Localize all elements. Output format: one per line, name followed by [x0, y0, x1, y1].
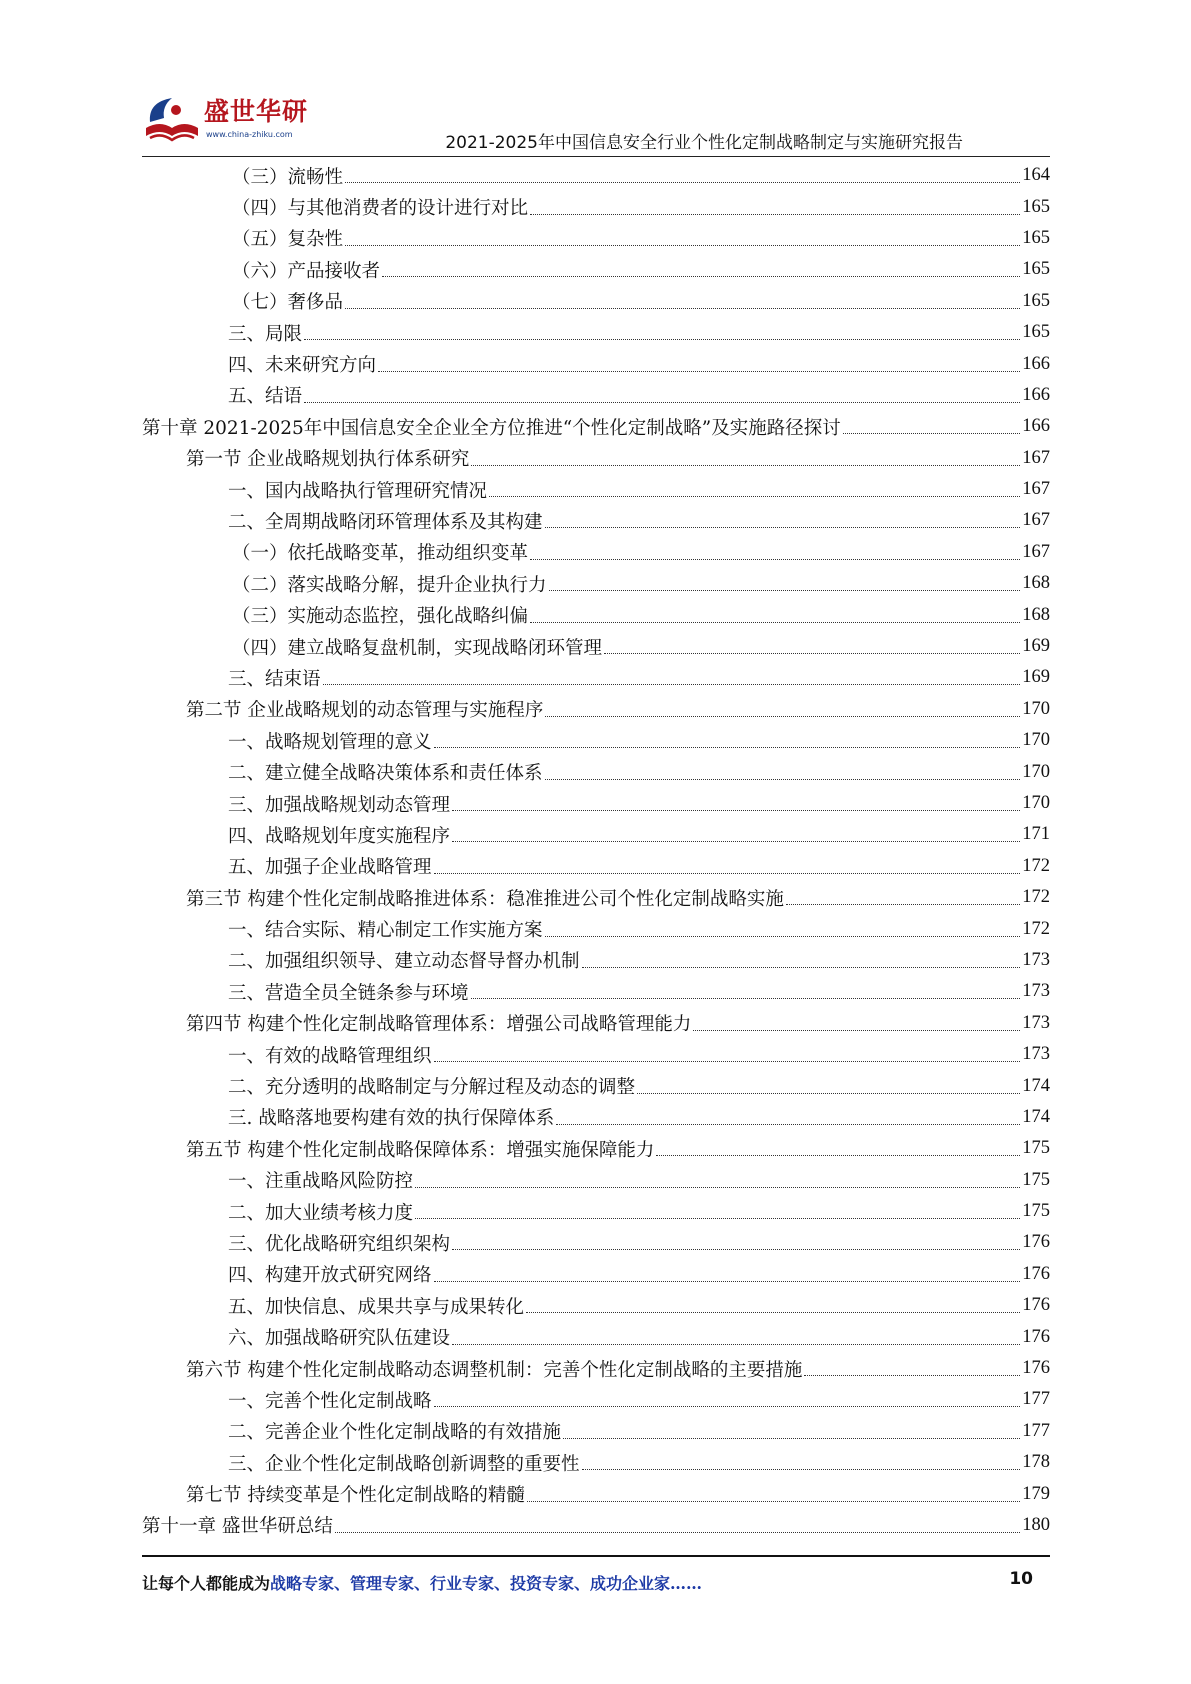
toc-entry-page: 171	[1022, 824, 1050, 845]
toc-leader-dots	[530, 214, 1020, 215]
toc-entry-title: 三. 战略落地要构建有效的执行保障体系	[228, 1108, 555, 1130]
report-title: 2021-2025年中国信息安全行业个性化定制战略制定与实施研究报告	[445, 133, 963, 153]
toc-entry-title: 二、全周期战略闭环管理体系及其构建	[228, 511, 543, 533]
toc-entry[interactable]	[142, 160, 1050, 191]
toc-entry-page: 166	[1022, 384, 1050, 405]
toc-entry[interactable]	[142, 599, 1050, 630]
toc-entry-page: 176	[1022, 1326, 1050, 1347]
toc-entry-page: 165	[1022, 322, 1050, 343]
toc-entry-page: 172	[1022, 855, 1050, 876]
toc-entry[interactable]	[142, 756, 1050, 787]
toc-entry-page: 170	[1022, 761, 1050, 782]
toc-leader-dots	[345, 245, 1020, 246]
toc-leader-dots	[452, 810, 1020, 811]
toc-entry[interactable]	[142, 348, 1050, 379]
toc-entry-title: 五、加快信息、成果共享与成果转化	[228, 1296, 525, 1318]
toc-entry-title: 第六节 构建个性化定制战略动态调整机制：完善个性化定制战略的主要措施	[186, 1359, 803, 1381]
toc-entry[interactable]	[142, 1447, 1050, 1478]
toc-entry-page: 175	[1022, 1138, 1050, 1159]
toc-leader-dots	[434, 1061, 1021, 1062]
toc-entry[interactable]	[142, 1196, 1050, 1227]
toc-entry-title: （二）落实战略分解，提升企业执行力	[232, 574, 547, 596]
toc-leader-dots	[530, 559, 1020, 560]
toc-entry-page: 167	[1022, 447, 1050, 468]
toc-entry-title: （六）产品接收者	[232, 260, 381, 282]
toc-entry-title: 三、优化战略研究组织架构	[228, 1233, 451, 1255]
toc-entry-title: （三）流畅性	[232, 166, 344, 188]
toc-entry[interactable]	[142, 1321, 1050, 1352]
toc-entry[interactable]	[142, 1353, 1050, 1384]
toc-entry[interactable]	[142, 191, 1050, 222]
toc-entry-page: 176	[1022, 1295, 1050, 1316]
toc-leader-dots	[693, 1030, 1020, 1031]
toc-entry-title: （四）建立战略复盘机制，实现战略闭环管理	[232, 637, 603, 659]
toc-entry-page: 175	[1022, 1201, 1050, 1222]
toc-entry-title: 五、结语	[228, 386, 303, 408]
toc-entry-page: 172	[1022, 918, 1050, 939]
toc-entry[interactable]	[142, 1070, 1050, 1101]
toc-leader-dots	[526, 1312, 1020, 1313]
toc-entry[interactable]	[142, 223, 1050, 254]
toc-entry[interactable]	[142, 882, 1050, 913]
toc-entry-title: 第四节 构建个性化定制战略管理体系：增强公司战略管理能力	[186, 1014, 692, 1036]
toc-entry[interactable]	[142, 1165, 1050, 1196]
toc-entry-page: 173	[1022, 949, 1050, 970]
toc-entry-page: 169	[1022, 667, 1050, 688]
toc-entry-title: 二、加大业绩考核力度	[228, 1202, 414, 1224]
toc-entry-page: 170	[1022, 698, 1050, 719]
toc-leader-dots	[434, 1406, 1021, 1407]
toc-entry-title: 第一节 企业战略规划执行体系研究	[186, 449, 470, 471]
toc-entry-page: 176	[1022, 1358, 1050, 1379]
toc-leader-dots	[545, 779, 1021, 780]
toc-leader-dots	[304, 402, 1020, 403]
toc-leader-dots	[604, 653, 1020, 654]
toc-entry-title: 第十章 2021-2025年中国信息安全企业全方位推进“个性化定制战略”及实施路径探讨	[142, 417, 841, 439]
toc-leader-dots	[434, 1281, 1021, 1282]
toc-entry[interactable]	[142, 819, 1050, 850]
toc-entry-title: （五）复杂性	[232, 229, 344, 251]
toc-entry-page: 167	[1022, 479, 1050, 500]
toc-leader-dots	[656, 1155, 1020, 1156]
toc-entry-page: 178	[1022, 1452, 1050, 1473]
toc-entry[interactable]	[142, 725, 1050, 756]
toc-leader-dots	[527, 1501, 1020, 1502]
toc-entry-title: 第七节 持续变革是个性化定制战略的精髓	[186, 1485, 525, 1507]
toc-entry-page: 166	[1022, 416, 1050, 437]
toc-entry-page: 170	[1022, 730, 1050, 751]
toc-entry-title: 第三节 构建个性化定制战略推进体系：稳准推进公司个性化定制战略实施	[186, 888, 784, 910]
toc-entry-title: 第二节 企业战略规划的动态管理与实施程序	[186, 700, 544, 722]
toc-leader-dots	[471, 465, 1020, 466]
toc-leader-dots	[452, 1249, 1020, 1250]
toc-entry-title: 六、加强战略研究队伍建设	[228, 1328, 451, 1350]
toc-entry-title: 三、加强战略规划动态管理	[228, 794, 451, 816]
toc-leader-dots	[637, 1093, 1020, 1094]
toc-entry-title: 五、加强子企业战略管理	[228, 857, 432, 879]
toc-entry-page: 174	[1022, 1106, 1050, 1127]
toc-leader-dots	[471, 998, 1021, 999]
toc-entry[interactable]	[142, 474, 1050, 505]
toc-entry[interactable]	[142, 317, 1050, 348]
logo-url: www.china-zhiku.com	[206, 130, 293, 139]
toc-entry-title: 一、有效的战略管理组织	[228, 1045, 432, 1067]
slogan-highlight: 战略专家、管理专家、行业专家、投资专家、成功企业家……	[270, 1574, 703, 1593]
toc-entry-title: 三、营造全员全链条参与环境	[228, 982, 469, 1004]
table-of-contents	[142, 160, 1050, 1541]
toc-leader-dots	[378, 371, 1020, 372]
toc-entry[interactable]	[142, 1290, 1050, 1321]
toc-entry[interactable]	[142, 631, 1050, 662]
toc-entry[interactable]	[142, 505, 1050, 536]
toc-entry-page: 177	[1022, 1420, 1050, 1441]
toc-leader-dots	[434, 873, 1021, 874]
toc-leader-dots	[582, 967, 1021, 968]
toc-entry-page: 166	[1022, 353, 1050, 374]
toc-entry[interactable]	[142, 1416, 1050, 1447]
toc-entry-title: 三、企业个性化定制战略创新调整的重要性	[228, 1453, 580, 1475]
toc-entry-page: 180	[1022, 1514, 1050, 1535]
toc-entry[interactable]	[142, 1039, 1050, 1070]
toc-leader-dots	[415, 1187, 1020, 1188]
header-divider	[142, 156, 1050, 157]
toc-entry-page: 176	[1022, 1263, 1050, 1284]
toc-entry-title: 四、构建开放式研究网络	[228, 1265, 432, 1287]
toc-leader-dots	[549, 590, 1021, 591]
toc-entry-page: 165	[1022, 259, 1050, 280]
toc-entry-page: 168	[1022, 604, 1050, 625]
footer-slogan	[142, 1571, 702, 1594]
book-swoosh-icon	[142, 88, 202, 148]
footer-divider	[142, 1555, 1050, 1557]
toc-entry-page: 176	[1022, 1232, 1050, 1253]
toc-entry-page: 167	[1022, 541, 1050, 562]
toc-entry-title: 二、完善企业个性化定制战略的有效措施	[228, 1422, 562, 1444]
toc-leader-dots	[489, 496, 1020, 497]
toc-entry-title: 四、未来研究方向	[228, 355, 377, 377]
toc-leader-dots	[530, 622, 1020, 623]
toc-entry-title: 三、局限	[228, 323, 303, 345]
logo-text: 盛世华研	[204, 97, 309, 126]
toc-leader-dots	[304, 339, 1020, 340]
toc-entry[interactable]	[142, 1133, 1050, 1164]
toc-entry-page: 172	[1022, 887, 1050, 908]
toc-entry-page: 173	[1022, 1012, 1050, 1033]
toc-entry[interactable]	[142, 537, 1050, 568]
toc-entry-title: 一、注重战略风险防控	[228, 1171, 414, 1193]
toc-leader-dots	[843, 433, 1021, 434]
toc-entry-page: 175	[1022, 1169, 1050, 1190]
toc-entry-page: 165	[1022, 290, 1050, 311]
toc-entry[interactable]	[142, 788, 1050, 819]
toc-entry[interactable]	[142, 1478, 1050, 1509]
toc-entry[interactable]	[142, 380, 1050, 411]
toc-entry-title: 二、加强组织领导、建立动态督导督办机制	[228, 951, 580, 973]
toc-entry[interactable]	[142, 411, 1050, 442]
toc-leader-dots	[556, 1124, 1020, 1125]
toc-entry-page: 179	[1022, 1483, 1050, 1504]
toc-entry[interactable]	[142, 254, 1050, 285]
toc-leader-dots	[563, 1438, 1020, 1439]
slogan-prefix: 让每个人都能成为	[142, 1574, 271, 1593]
page-header	[0, 0, 1191, 160]
toc-entry[interactable]	[142, 1259, 1050, 1290]
company-logo	[142, 88, 312, 148]
toc-entry-title: 一、国内战略执行管理研究情况	[228, 480, 488, 502]
toc-entry[interactable]	[142, 1008, 1050, 1039]
toc-entry[interactable]	[142, 851, 1050, 882]
toc-entry[interactable]	[142, 1227, 1050, 1258]
toc-entry-page: 165	[1022, 196, 1050, 217]
toc-entry[interactable]	[142, 286, 1050, 317]
toc-leader-dots	[434, 747, 1021, 748]
toc-entry[interactable]	[142, 662, 1050, 693]
toc-leader-dots	[335, 1532, 1020, 1533]
toc-leader-dots	[804, 1375, 1020, 1376]
toc-entry[interactable]	[142, 913, 1050, 944]
toc-leader-dots	[545, 716, 1020, 717]
toc-entry-page: 174	[1022, 1075, 1050, 1096]
toc-leader-dots	[786, 904, 1020, 905]
toc-entry-title: （七）奢侈品	[232, 292, 344, 314]
toc-entry-title: 一、完善个性化定制战略	[228, 1390, 432, 1412]
toc-entry-title: （一）依托战略变革，推动组织变革	[232, 543, 529, 565]
toc-entry[interactable]	[142, 1102, 1050, 1133]
toc-entry[interactable]	[142, 1510, 1050, 1541]
toc-entry-title: 第十一章 盛世华研总结	[142, 1516, 333, 1538]
toc-entry-title: （三）实施动态监控，强化战略纠偏	[232, 606, 529, 628]
page-number: 10	[1009, 1569, 1033, 1589]
toc-entry[interactable]	[142, 694, 1050, 725]
toc-entry[interactable]	[142, 568, 1050, 599]
toc-entry-title: （四）与其他消费者的设计进行对比	[232, 198, 529, 220]
toc-entry-page: 170	[1022, 793, 1050, 813]
toc-leader-dots	[545, 527, 1021, 528]
toc-leader-dots	[345, 308, 1020, 309]
toc-entry-page: 177	[1022, 1389, 1050, 1410]
toc-leader-dots	[452, 1344, 1020, 1345]
toc-entry-page: 164	[1022, 165, 1050, 186]
toc-entry[interactable]	[142, 976, 1050, 1007]
toc-entry[interactable]	[142, 1384, 1050, 1415]
toc-entry-page: 165	[1022, 227, 1050, 248]
toc-leader-dots	[545, 936, 1021, 937]
toc-entry-title: 二、充分透明的战略制定与分解过程及动态的调整	[228, 1077, 636, 1099]
toc-entry-title: 一、战略规划管理的意义	[228, 731, 432, 753]
toc-entry-title: 三、结束语	[228, 668, 321, 690]
toc-leader-dots	[323, 684, 1021, 685]
toc-entry[interactable]	[142, 945, 1050, 976]
toc-entry-page: 173	[1022, 1044, 1050, 1065]
toc-entry-page: 169	[1022, 636, 1050, 657]
toc-leader-dots	[582, 1469, 1021, 1470]
toc-leader-dots	[345, 182, 1020, 183]
toc-entry-page: 173	[1022, 981, 1050, 1002]
toc-entry-title: 第五节 构建个性化定制战略保障体系：增强实施保障能力	[186, 1139, 655, 1161]
toc-entry-title: 四、战略规划年度实施程序	[228, 825, 451, 847]
toc-entry-page: 167	[1022, 510, 1050, 531]
toc-leader-dots	[452, 841, 1020, 842]
toc-entry-title: 一、结合实际、精心制定工作实施方案	[228, 920, 543, 942]
toc-leader-dots	[382, 276, 1020, 277]
toc-entry-title: 二、建立健全战略决策体系和责任体系	[228, 763, 543, 785]
toc-entry-page: 168	[1022, 573, 1050, 594]
toc-entry[interactable]	[142, 443, 1050, 474]
toc-leader-dots	[415, 1218, 1020, 1219]
